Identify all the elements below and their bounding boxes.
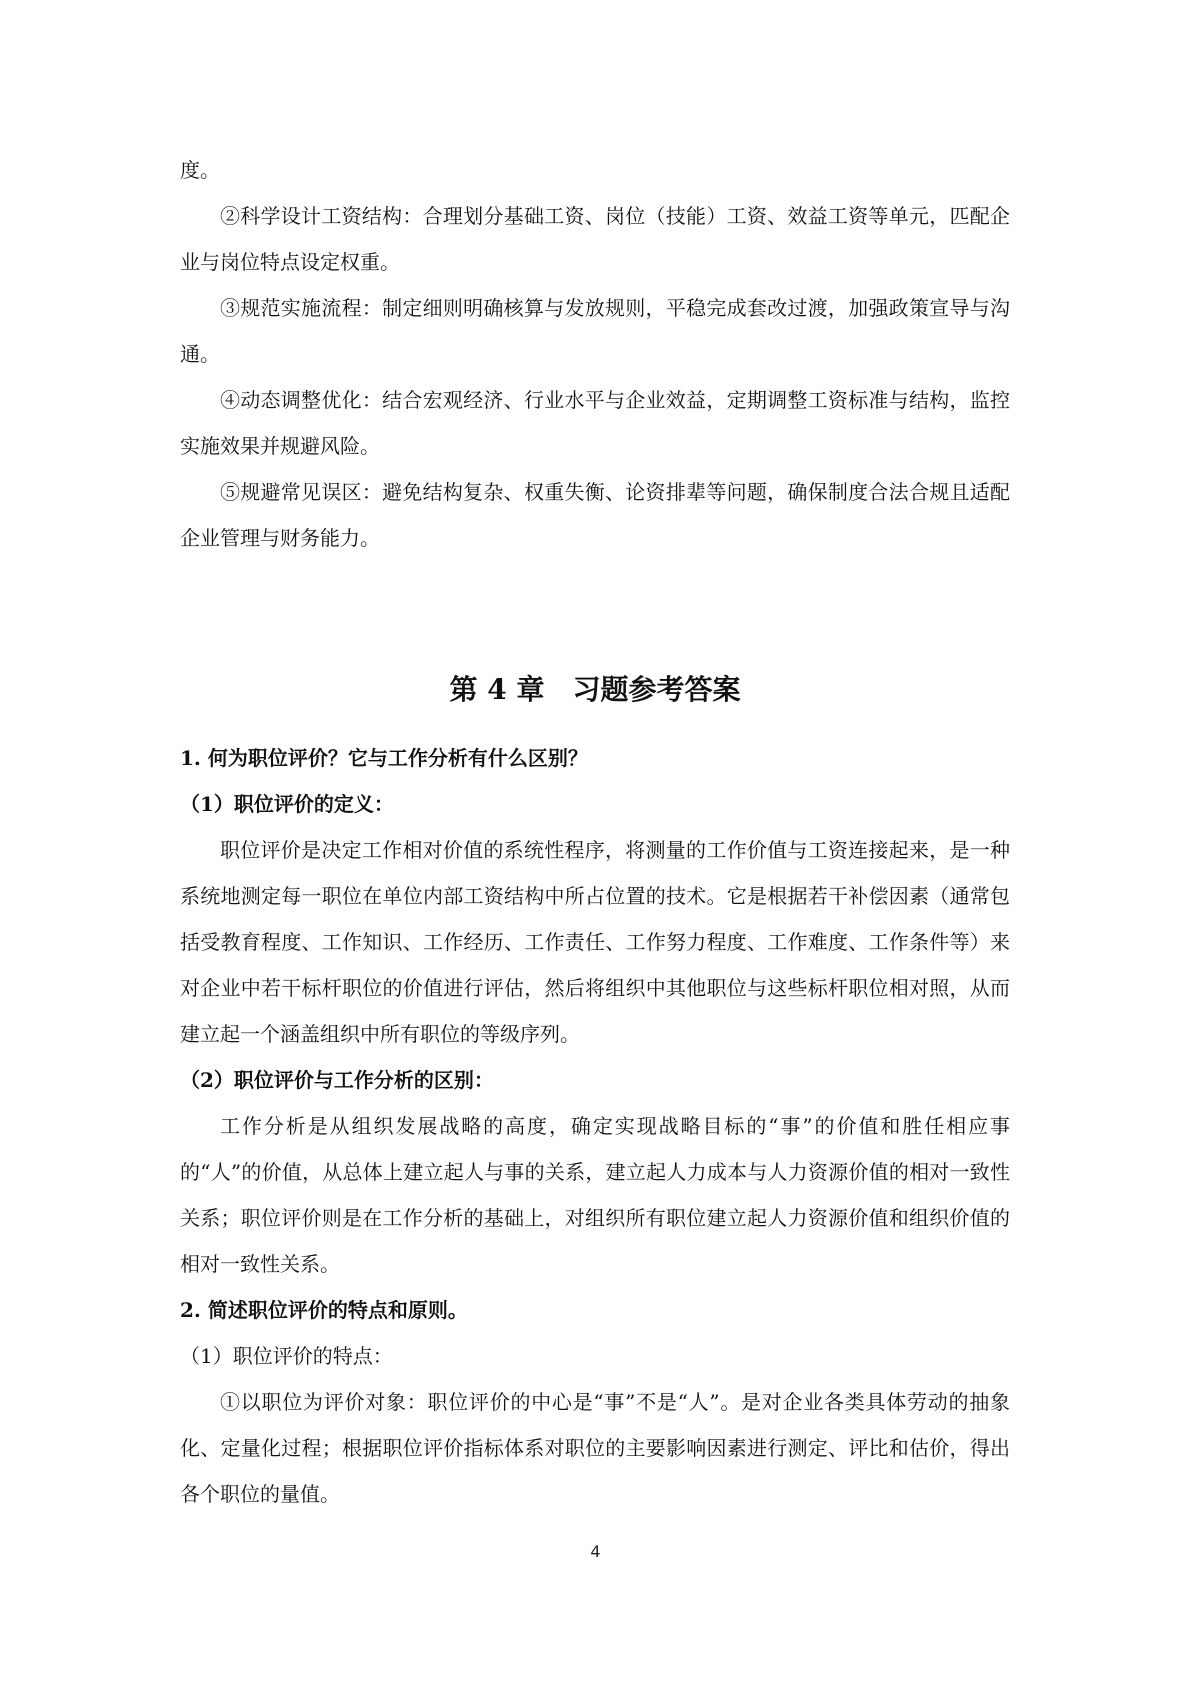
section-spacer: [180, 561, 1010, 649]
paragraph-implementation-process: ③规范实施流程：制定细则明确核算与发放规则，平稳完成套改过渡，加强政策宣导与沟通。: [180, 296, 1010, 366]
q1-difference-body: 工作分析是从组织发展战略的高度，确定实现战略目标的“事”的价值和胜任相应事的“人”的价值，从总体上建立起人与事的关系，建立起人力成本与人力资源价值的相对一致性关系；职位评价则是在工作分析的基础上，对组织所有职位建立起人力资源价值和组织价值的相对一致性关系。: [180, 1114, 1010, 1276]
q2-features-body: ①以职位为评价对象：职位评价的中心是“事”不是“人”。是对企业各类具体劳动的抽象化、定量化过程；根据职位评价指标体系对职位的主要影响因素进行测定、评比和估价，得出各个职位的量值。: [180, 1390, 1010, 1506]
question-2-heading: 2. 简述职位评价的特点和原则。: [180, 1298, 468, 1322]
q1-subheading-definition: （1）职位评价的定义：: [180, 792, 394, 816]
q1-subheading-difference: （2）职位评价与工作分析的区别：: [180, 1068, 494, 1092]
page-number: 4: [590, 1542, 601, 1561]
paragraph-dynamic-adjustment: ④动态调整优化：结合宏观经济、行业水平与企业效益，定期调整工资标准与结构，监控实施效果并规避风险。: [180, 388, 1010, 458]
paragraph-continuation: 度。: [180, 158, 220, 182]
question-1-heading: 1. 何为职位评价？它与工作分析有什么区别？: [180, 746, 588, 770]
chapter-title: 第 4 章 习题参考答案: [449, 673, 741, 706]
q2-subheading-features: （1）职位评价的特点：: [180, 1344, 393, 1368]
q1-definition-body: 职位评价是决定工作相对价值的系统性程序，将测量的工作价值与工资连接起来，是一种系统地测定每一职位在单位内部工资结构中所占位置的技术。它是根据若干补偿因素（通常包括受教育程度、工作知识、工作经历、工作责任、工作努力程度、工作难度、工作条件等）来对企业中若干标杆职位的价值进行评估，然后将组织中其他职位与这些标杆职位相对照，从而建立起一个涵盖组织中所有职位的等级序列。: [180, 838, 1010, 1046]
page-content: [180, 147, 1010, 1517]
paragraph-salary-structure: ②科学设计工资结构：合理划分基础工资、岗位（技能）工资、效益工资等单元，匹配企业与岗位特点设定权重。: [180, 204, 1010, 274]
paragraph-avoid-misconceptions: ⑤规避常见误区：避免结构复杂、权重失衡、论资排辈等问题，确保制度合法合规且适配企业管理与财务能力。: [180, 480, 1010, 550]
